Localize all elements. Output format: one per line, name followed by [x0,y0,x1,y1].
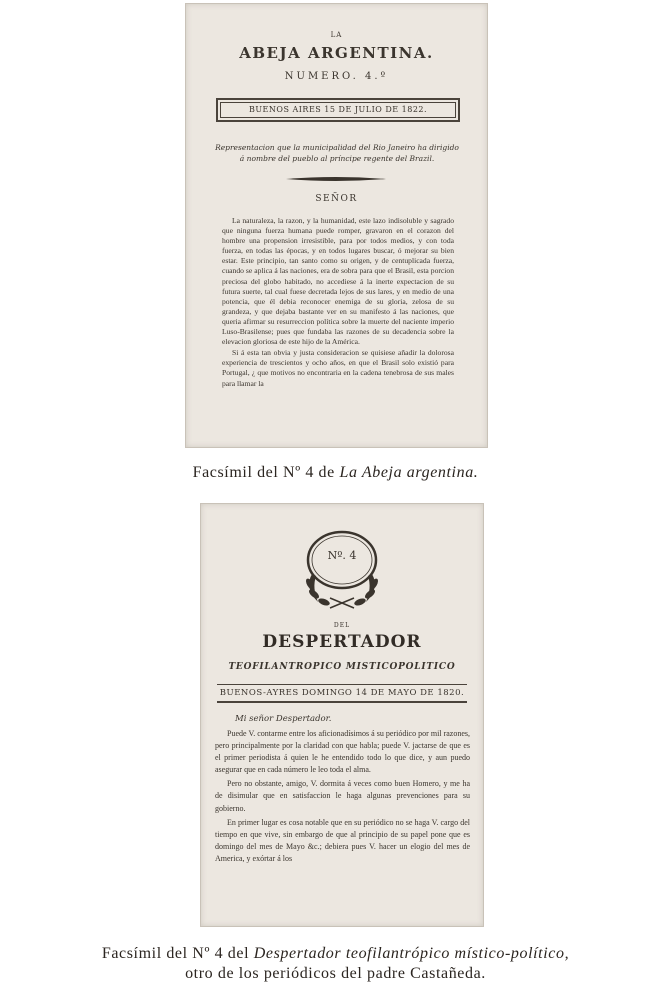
wreath-medallion-icon [294,522,390,618]
masthead-kicker: LA [330,31,343,39]
caption-text: Facsímil del Nº 4 del [101,945,254,962]
paragraph: Si á esta tan obvia y justa consideracion se quisiese añadir la dolorosa experiencia de trescientos y ocho años, en que el Brasil solo existió para Portugal, ¿ que motivos no encontraria en la cadena tenebrosa de sus males para llamar la [222,348,454,388]
caption-despertador [0,944,671,984]
masthead-subtitle: TEOFILANTROPICO MISTICOPOLITICO [228,662,456,672]
facsimile-despertador [200,503,484,927]
caption-title: La Abeja argentina. [339,464,479,481]
rule-bottom [217,701,467,703]
caption-text: Facsímil del Nº 4 de [192,464,340,481]
paragraph: Puede V. contarme entre los aficionadísimos á su periódico por mil razones, pero principalmente por la claridad con que habla; puede V. jactarse de que es el primer periodista á quien le he entendido todo lo que dice, y aun puedo asegurar que en cada número le leo toda el alma. [215,729,470,775]
article-subtitle: Representacion que la municipalidad del Rio Janeiro ha dirigido á nombre del pueblo al príncipe regente del Brazil. [215,143,459,163]
dateline: BUENOS AIRES 15 DE JULIO DE 1822. [216,98,460,122]
caption-abeja [0,464,671,482]
article-heading: SEÑOR [315,194,358,204]
caption-line-1 [0,944,671,964]
caption-line-2: otro de los periódicos del padre Castañeda. [185,965,486,982]
letter-body [215,728,470,867]
article-body [222,216,454,390]
issue-number: NUMERO. 4.º [284,71,389,82]
caption-title: Despertador teofilantrópico místico-político, [253,945,570,962]
dateline: BUENOS-AYRES DOMINGO 14 DE MAYO DE 1820. [219,688,465,698]
issue-number: Nº. 4 [327,549,357,562]
paragraph: Pero no obstante, amigo, V. dormita á veces como buen Homero, y me ha de disimular que en satisfaccion le haga algunas prevenciones para su gobierno. [215,779,470,813]
facsimile-abeja-argentina [185,3,488,448]
masthead-title: ABEJA ARGENTINA. [239,44,434,62]
rule-top [217,684,467,685]
masthead-kicker: DEL [333,622,351,629]
ornament-rule [286,176,386,182]
letter-greeting: Mi señor Despertador. [235,714,332,724]
masthead-title: DESPERTADOR [262,632,422,652]
paragraph: En primer lugar es cosa notable que en su periódico no se haga V. cargo del tiempo en que vive, sin embargo de que al principio de su papel pone que es domingo del mes de Mayo &c.; debiera pues V. hacer un elogio del mes de America, y exórtar á los [215,817,470,863]
paragraph: La naturaleza, la razon, y la humanidad, este lazo indisoluble y sagrado que ninguna fuerza humana puede romper, gravaron en el corazon del hombre una propension irresistible, para por todos medios, y con toda fuerza, en todas las épocas, y en todos lugares buscar, ó mejorar su bien estar. Este principio, tan santo como su origen, y de centuplicada fuerza, cuando se aplica á las naciones, era de sobra para que el Brasil, esta porcion preciosa del globo habitado, no accediese á la inerte expectacion de su futura suerte, tal cual fuese decretada lejos de sus lares, y en medio de una potencia, que él debia reconocer enemiga de su gloria, zelosa de su grandeza, y que dejaba bastante ver en su manifesto á las naciones, que queria afirmar su resurreccion política sobre la muerte del naciente imperio Luso-Brasilense; pues que fundaba las razones de su decadencia sobre la elevacion gloriosa de este hijo de la América. [222,216,454,347]
